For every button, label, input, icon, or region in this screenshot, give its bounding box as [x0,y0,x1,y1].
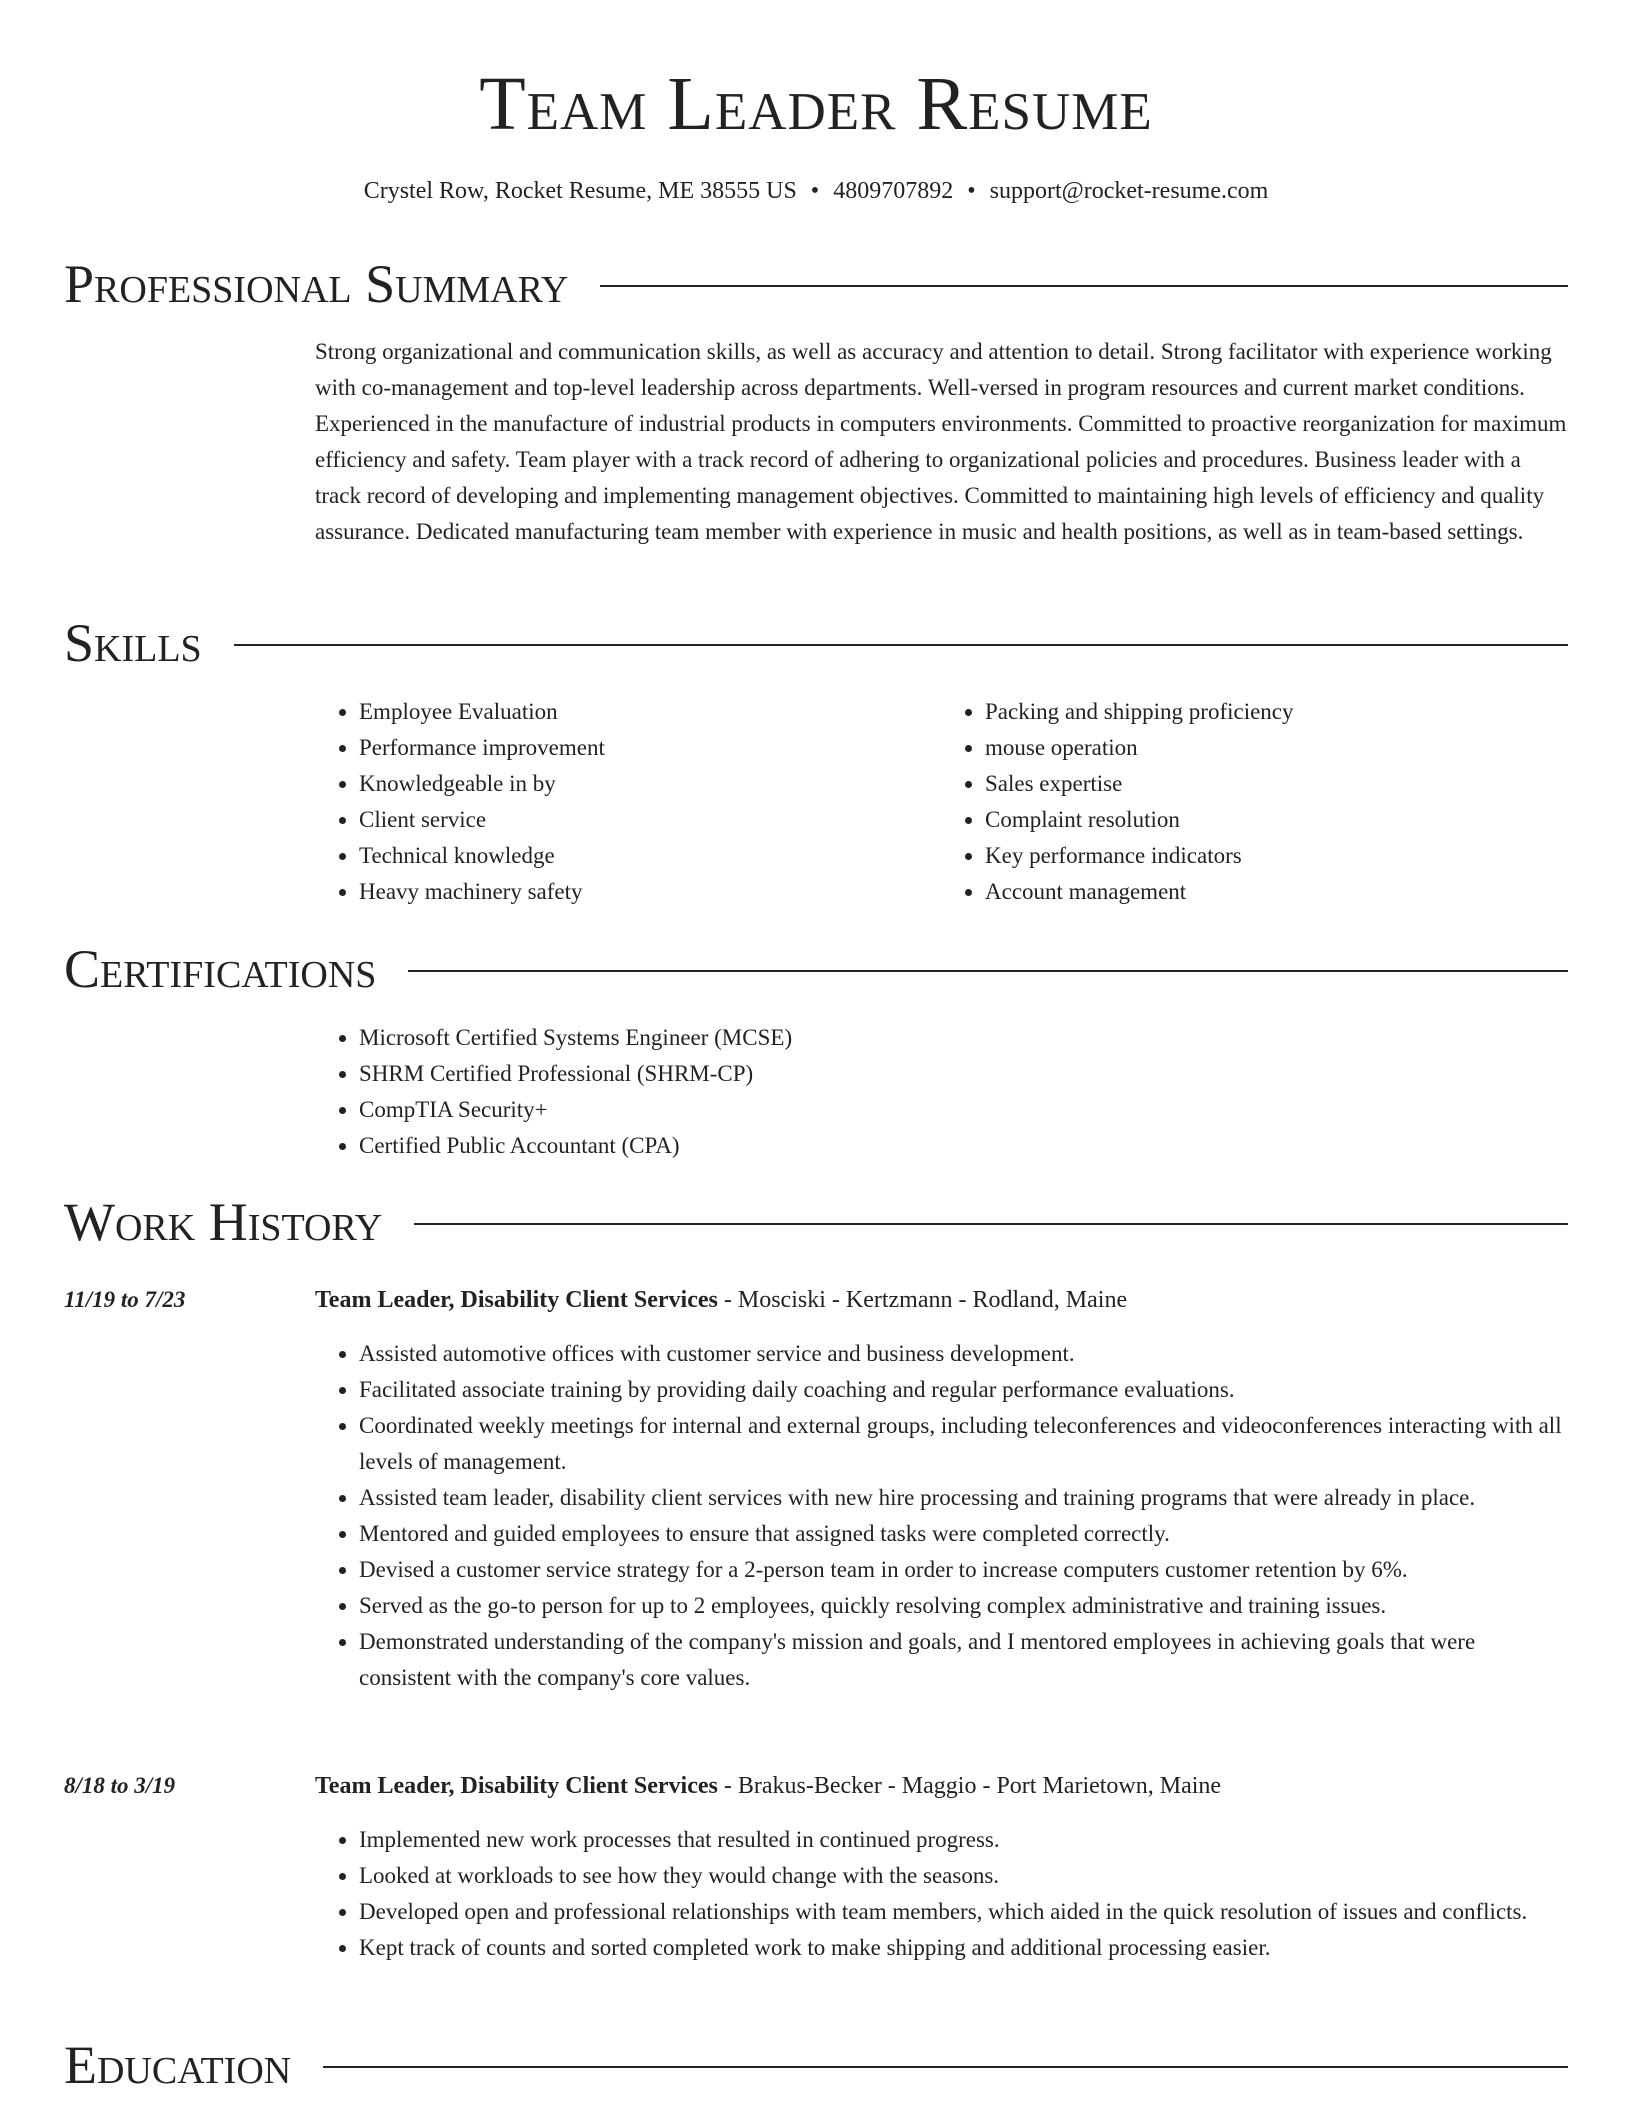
skill-item: • Packing and shipping proficiency [985,694,1567,730]
certification-item: • SHRM Certified Professional (SHRM-CP) [359,1056,1567,1092]
section-divider [234,644,1568,646]
job-heading [315,1768,1567,1804]
skill-item: • mouse operation [985,730,1567,766]
skill-item: • Heavy machinery safety [359,874,941,910]
skill-item: • Knowledgeable in by [359,766,941,802]
job-duty-item: • Looked at workloads to see how they would change with the seasons. [359,1858,1567,1894]
job-duties-list [315,1822,1567,1966]
certification-item: • CompTIA Security+ [359,1092,1567,1128]
certifications-list [315,1020,1567,1164]
section-divider [323,2066,1568,2068]
job-title: Team Leader, Disability Client Services [315,1773,718,1799]
certification-item: • Microsoft Certified Systems Engineer (MCSE) [359,1020,1567,1056]
job-duty-item: • Implemented new work processes that resulted in continued progress. [359,1822,1567,1858]
section-title-summary: Professional Summary [64,254,569,314]
summary-text: Strong organizational and communication skills, as well as accuracy and attention to detail. Strong facilitator with experience working with co-management and top-level leadership across departments. Well-versed in program resources and current market conditions. Experienced in the manufacture of industrial products in computers environments. Committed to proactive reorganization for maximum efficiency and safety. Team player with a track record of adhering to organizational policies and procedures. Business leader with a track record of developing and implementing management objectives. Committed to maintaining high levels of efficiency and quality assurance. Dedicated manufacturing team member with experience in music and health positions, as well as in team-based settings. [315,339,1567,544]
section-header-work-history [64,1190,1568,1254]
skill-item: • Key performance indicators [985,838,1567,874]
job-heading [315,1282,1567,1318]
summary-block [315,334,1567,550]
job-entry [315,1768,1567,1966]
section-header-certifications [64,937,1568,1001]
skill-item: • Employee Evaluation [359,694,941,730]
job-duties-list [315,1336,1567,1696]
section-header-education [64,2033,1568,2097]
contact-email: support@rocket-resume.com [989,178,1269,204]
contact-separator: • [967,178,976,204]
skill-item: • Account management [985,874,1567,910]
skill-item: • Sales expertise [985,766,1567,802]
job-duty-item: • Demonstrated understanding of the company's mission and goals, and I mentored employees in achieving goals that were consistent with the company's core values. [359,1624,1567,1696]
job-duty-item: • Assisted team leader, disability client services with new hire processing and training programs that were already in place. [359,1480,1567,1516]
job-duty-item: • Facilitated associate training by providing daily coaching and regular performance evaluations. [359,1372,1567,1408]
section-divider [408,970,1568,972]
document-title: Team Leader Resume [479,62,1153,146]
job-company-location: - Brakus-Becker - Maggio - Port Marietown, Maine [717,1773,1222,1799]
section-header-skills [64,611,1568,675]
job-duty-item: • Coordinated weekly meetings for internal and external groups, including teleconferences and videoconferences interacting with all levels of management. [359,1408,1567,1480]
job-duty-item: • Devised a customer service strategy for a 2-person team in order to increase computers customer retention by 6%. [359,1552,1567,1588]
section-title-work-history: Work History [64,1192,383,1252]
section-divider [414,1223,1568,1225]
job-duty-item: • Served as the go-to person for up to 2 employees, quickly resolving complex administrative and training issues. [359,1588,1567,1624]
section-title-education: Education [64,2035,292,2095]
job-title: Team Leader, Disability Client Services [315,1287,718,1313]
contact-address: Crystel Row, Rocket Resume, ME 38555 US [363,178,797,204]
job-duty-item: • Mentored and guided employees to ensure that assigned tasks were completed correctly. [359,1516,1567,1552]
skills-block [315,694,1567,910]
section-title-skills: Skills [64,613,202,673]
contact-line [0,174,1632,208]
skill-item: • Client service [359,802,941,838]
section-divider [600,285,1568,287]
job-duty-item: • Developed open and professional relationships with team members, which aided in the quick resolution of issues and conflicts. [359,1894,1567,1930]
section-header-summary [64,252,1568,316]
skills-list-left [315,694,941,910]
job-company-location: - Mosciski - Kertzmann - Rodland, Maine [717,1287,1128,1313]
certification-item: • Certified Public Accountant (CPA) [359,1128,1567,1164]
job-entry [315,1282,1567,1696]
job-dates: 11/19 to 7/23 [64,1287,186,1312]
job-duty-item: • Kept track of counts and sorted completed work to make shipping and additional processing easier. [359,1930,1567,1966]
skill-item: • Complaint resolution [985,802,1567,838]
skill-item: • Performance improvement [359,730,941,766]
skills-list-right [941,694,1567,910]
certifications-block [315,1020,1567,1164]
job-dates: 8/18 to 3/19 [64,1773,176,1798]
contact-separator: • [810,178,820,204]
section-title-certifications: Certifications [64,939,377,999]
job-duty-item: • Assisted automotive offices with customer service and business development. [359,1336,1567,1372]
skill-item: • Technical knowledge [359,838,941,874]
contact-phone: 4809707892 [833,178,954,204]
